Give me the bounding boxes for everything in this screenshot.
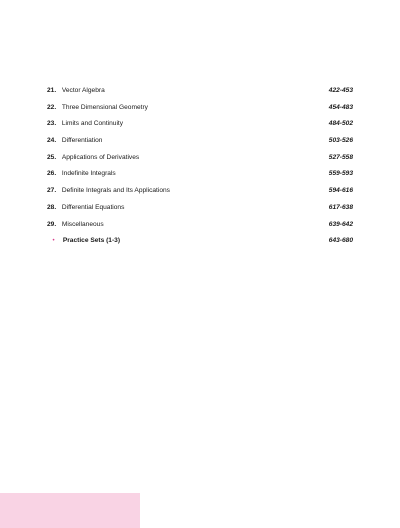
page-range: 484-502 <box>328 120 353 128</box>
page-range: 643-680 <box>328 237 353 245</box>
chapter-title: Limits and Continuity <box>61 120 124 128</box>
chapter-number: 25. <box>47 153 57 161</box>
chapter-number: 24. <box>47 137 57 145</box>
chapter-number: 27. <box>47 187 57 195</box>
toc-row-limits-and-continuity <box>47 118 353 135</box>
page-range: 422-453 <box>328 87 353 94</box>
toc-row-differentiation <box>47 135 353 152</box>
toc-row-indefinite-integrals <box>47 168 353 185</box>
page-range: 617-638 <box>328 203 353 211</box>
chapter-title: Vector Algebra <box>61 87 105 94</box>
chapter-number: 21. <box>47 87 57 94</box>
page-range: 594-616 <box>328 187 353 195</box>
toc-row-definite-integrals <box>47 185 353 202</box>
page-range: 527-558 <box>328 153 353 161</box>
chapter-title: Three Dimensional Geometry <box>61 103 148 111</box>
chapter-number: 22. <box>47 103 57 111</box>
toc-row-miscellaneous <box>47 219 353 236</box>
chapter-title: Indefinite Integrals <box>61 170 116 178</box>
toc-row-differential-equations <box>47 202 353 219</box>
toc-row-practice-sets <box>47 235 353 252</box>
chapter-title: Definite Integrals and Its Applications <box>61 187 170 195</box>
page-range: 503-526 <box>328 137 353 145</box>
toc-row-applications-of-derivatives <box>47 152 353 169</box>
chapter-number: 28. <box>47 203 57 211</box>
toc-row-three-dimensional-geometry <box>47 102 353 119</box>
chapter-number: 23. <box>47 120 57 128</box>
toc-row-vector-algebra <box>47 85 353 102</box>
chapter-title: Differential Equations <box>61 203 125 211</box>
chapter-number: 29. <box>47 220 57 228</box>
chapter-title: Miscellaneous <box>61 220 104 228</box>
page-range: 559-593 <box>328 170 353 178</box>
page-range: 454-483 <box>328 103 353 111</box>
chapter-title: Applications of Derivatives <box>61 153 140 161</box>
practice-sets-title: Practice Sets (1-3) <box>62 237 121 245</box>
page-range: 639-642 <box>328 220 353 228</box>
table-of-contents <box>47 85 353 252</box>
chapter-number: 26. <box>47 170 57 178</box>
decorative-pink-band <box>0 493 140 528</box>
chapter-title: Differentiation <box>61 137 103 145</box>
bullet-icon: • <box>52 238 55 245</box>
